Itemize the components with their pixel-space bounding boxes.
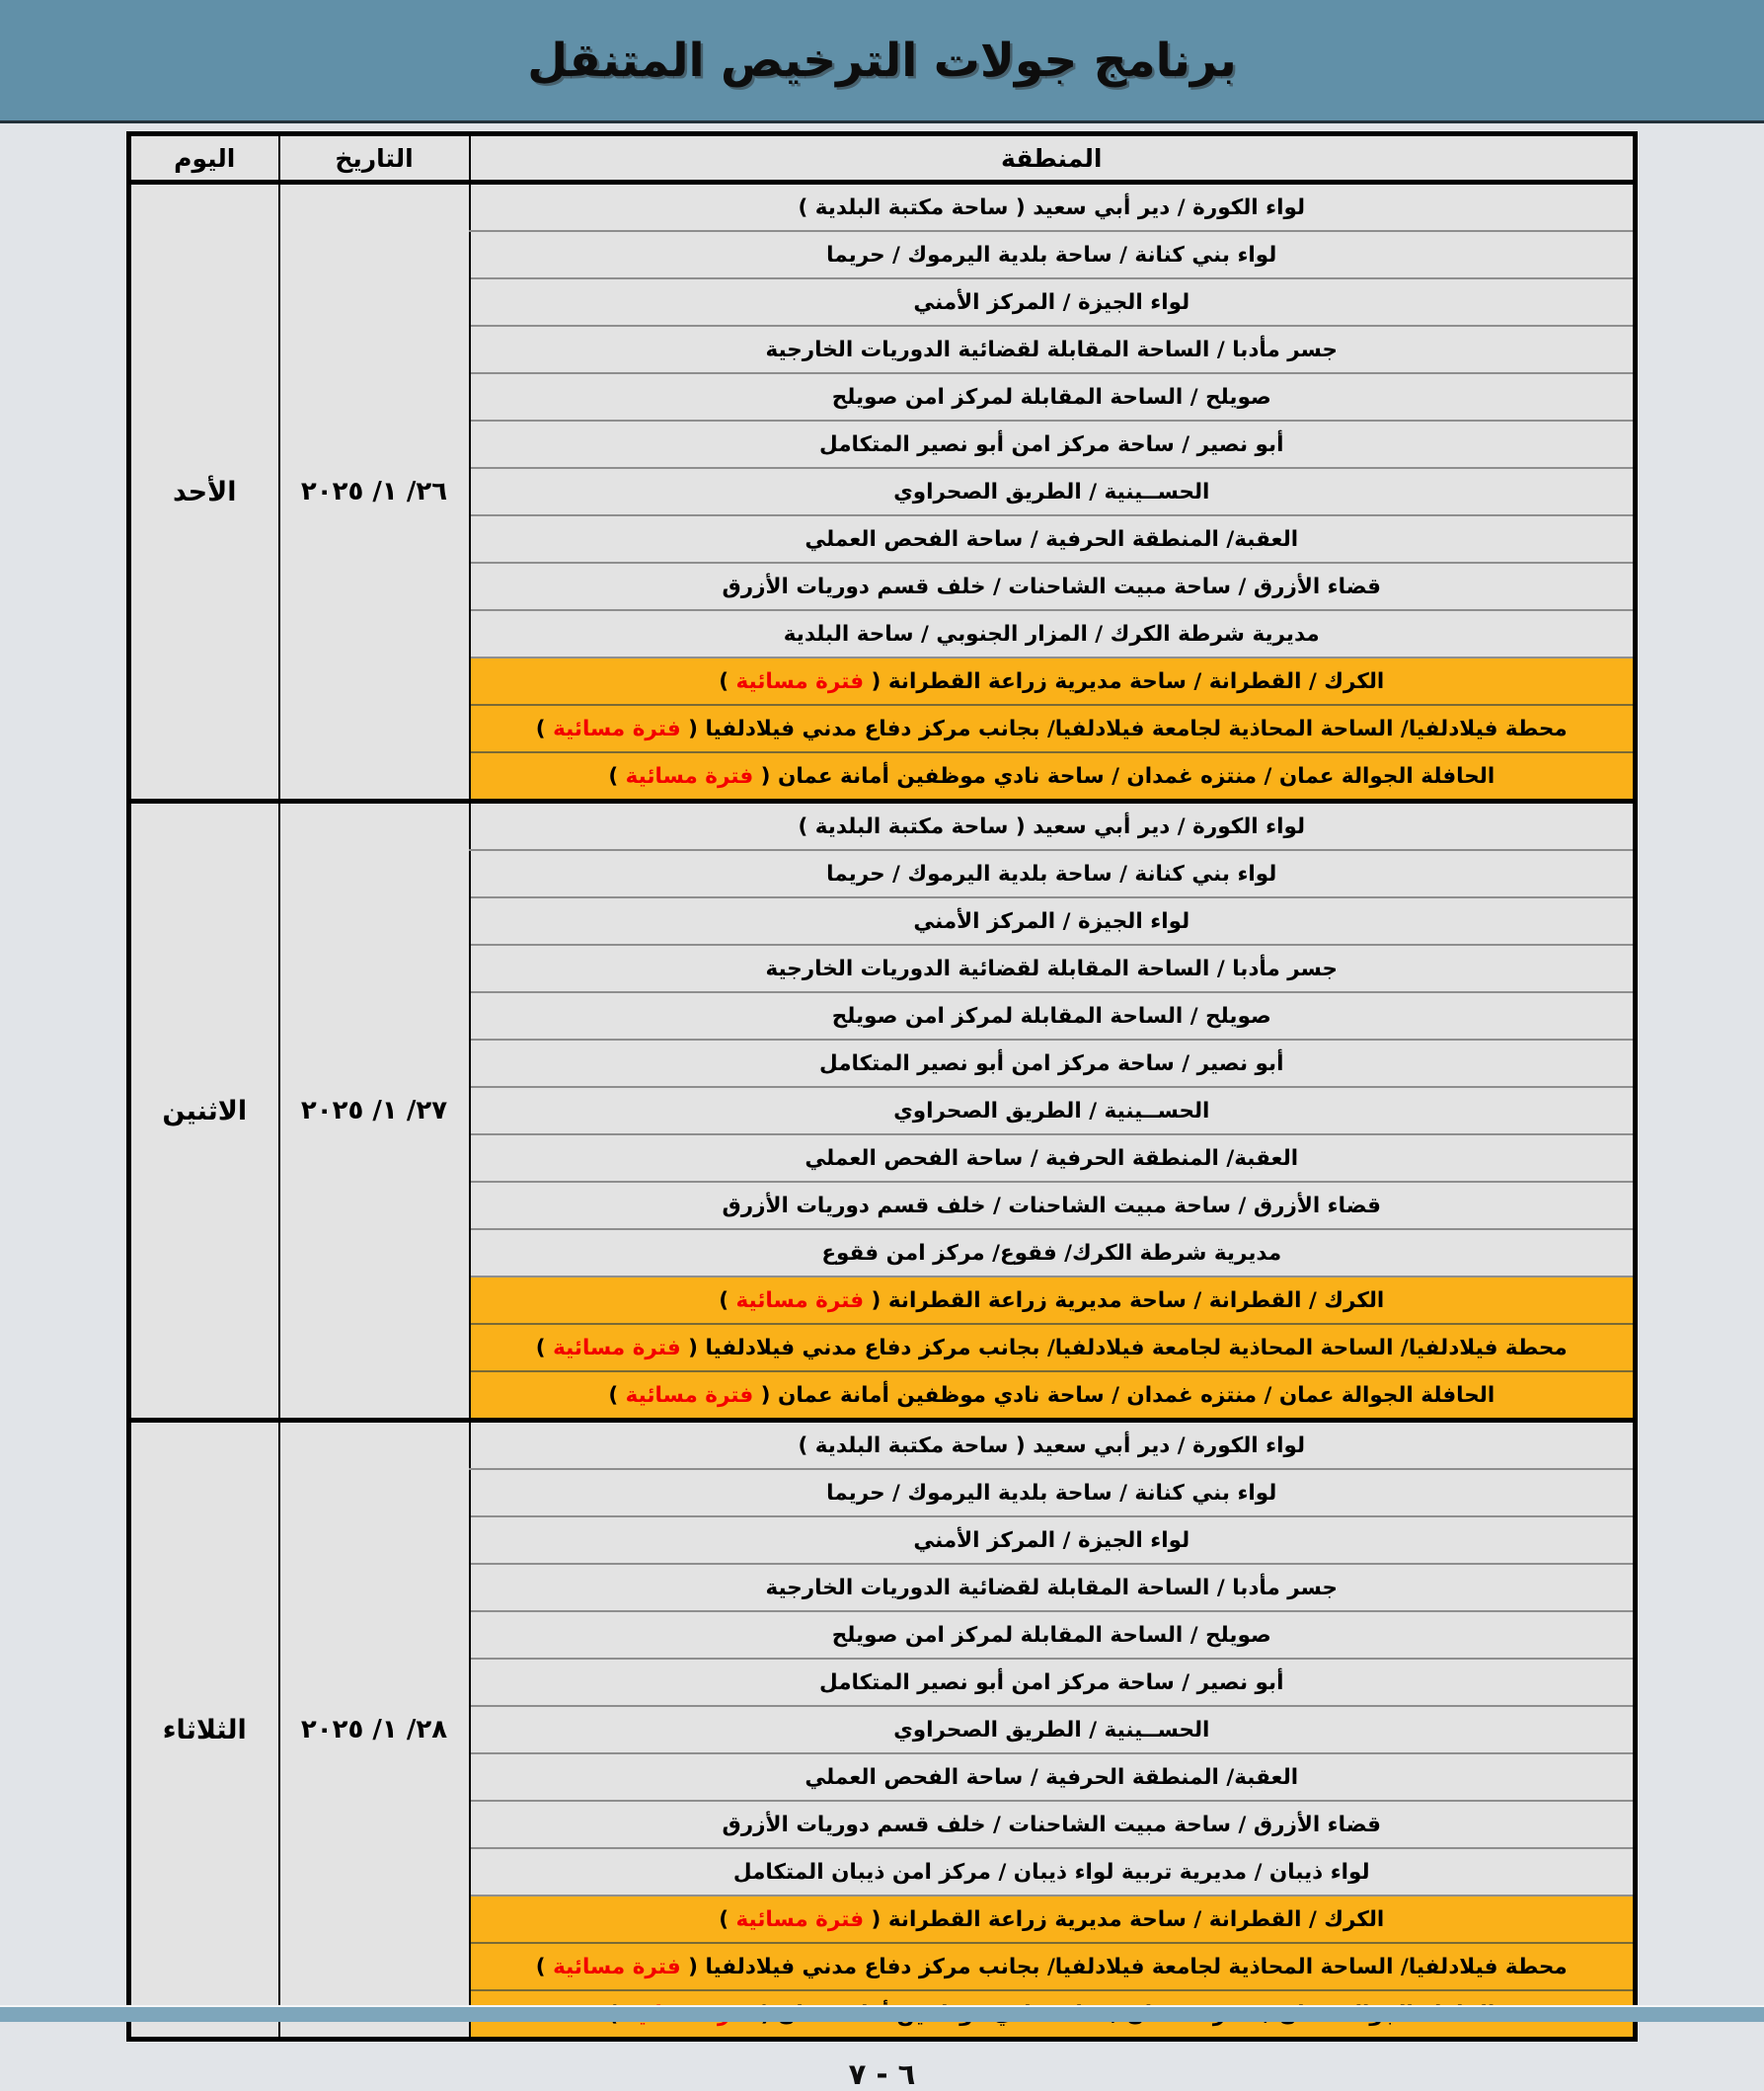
region-text: العقبة/ المنطقة الحرفية / ساحة الفحص العملي [805,1145,1299,1171]
date-cell: ٢٦/ ١/ ٢٠٢٥ [279,183,470,802]
date-cell: ٢٧/ ١/ ٢٠٢٥ [279,802,470,1421]
region-cell [470,992,1636,1040]
title-band [0,0,1764,123]
region-text: محطة فيلادلفيا/ الساحة المحاذية لجامعة فيلادلفيا/ بجانب مركز دفاع مدني فيلادلفيا [697,1335,1568,1360]
evening-period-label: فترة مسائية [735,1287,865,1313]
region-cell [470,326,1636,373]
column-header-day: اليوم [129,134,279,183]
bottom-strip [0,2005,1764,2022]
table-row [129,183,1636,232]
schedule-table-wrapper [126,131,1638,2042]
evening-period-label: فترة مسائية [553,1335,681,1360]
day-cell: الاثنين [129,802,279,1421]
table-row [129,802,1636,851]
region-cell [470,515,1636,563]
region-text: الحســينية / الطريق الصحراوي [893,479,1210,504]
evening-period-label: فترة مسائية [625,763,754,789]
region-text: العقبة/ المنطقة الحرفية / ساحة الفحص العملي [805,526,1299,552]
region-cell [470,945,1636,992]
region-cell [470,897,1636,945]
region-text: أبو نصير / ساحة مركز امن أبو نصير المتكامل [819,431,1284,457]
region-cell [470,373,1636,421]
region-text: لواء الجيزة / المركز الأمني [913,1527,1190,1553]
region-cell-evening: الحافلة الجوالة عمان / منتزه غمدان / ساحة نادي موظفين أمانة عمان ( فترة مسائية ) [470,1371,1636,1421]
region-text: جسر مأدبا / الساحة المقابلة لقضائية الدوريات الخارجية [765,956,1339,981]
region-cell [470,1516,1636,1564]
header-row [129,134,1636,183]
region-text: محطة فيلادلفيا/ الساحة المحاذية لجامعة فيلادلفيا/ بجانب مركز دفاع مدني فيلادلفيا [697,716,1568,741]
region-cell-evening: محطة فيلادلفيا/ الساحة المحاذية لجامعة فيلادلفيا/ بجانب مركز دفاع مدني فيلادلفيا ( فترة مسائية ) [470,705,1636,752]
region-cell [470,610,1636,658]
region-cell [470,183,1636,232]
column-header-date: التاريخ [279,134,470,183]
region-cell [470,1469,1636,1516]
region-text: لواء بني كنانة / ساحة بلدية اليرموك / حريما [826,1480,1277,1506]
region-text: صويلح / الساحة المقابلة لمركز امن صويلح [831,1003,1271,1029]
region-text: لواء الكورة / دير أبي سعيد ( ساحة مكتبة البلدية ) [798,1433,1306,1458]
region-text: لواء الكورة / دير أبي سعيد ( ساحة مكتبة البلدية ) [798,194,1306,220]
table-row [129,1421,1636,1470]
region-cell [470,850,1636,897]
region-cell [470,563,1636,610]
region-cell [470,421,1636,468]
region-text: لواء الكورة / دير أبي سعيد ( ساحة مكتبة البلدية ) [798,813,1306,839]
region-cell-evening: محطة فيلادلفيا/ الساحة المحاذية لجامعة فيلادلفيا/ بجانب مركز دفاع مدني فيلادلفيا ( فترة مسائية ) [470,1324,1636,1371]
region-cell [470,1753,1636,1801]
region-text: لواء الجيزة / المركز الأمني [913,289,1190,315]
region-cell-evening: الكرك / القطرانة / ساحة مديرية زراعة القطرانة ( فترة مسائية ) [470,658,1636,705]
region-text: أبو نصير / ساحة مركز امن أبو نصير المتكامل [819,1669,1284,1695]
region-cell [470,1659,1636,1706]
region-cell [470,468,1636,515]
region-text: محطة فيلادلفيا/ الساحة المحاذية لجامعة فيلادلفيا/ بجانب مركز دفاع مدني فيلادلفيا [697,1954,1568,1979]
evening-period-label: فترة مسائية [553,716,681,741]
region-text: قضاء الأزرق / ساحة مبيت الشاحنات / خلف قسم دوريات الأزرق [722,1812,1382,1837]
region-text: جسر مأدبا / الساحة المقابلة لقضائية الدوريات الخارجية [765,1575,1339,1600]
region-text: الحســينية / الطريق الصحراوي [893,1717,1210,1742]
schedule-table [126,131,1638,2042]
region-text: الكرك / القطرانة / ساحة مديرية زراعة القطرانة [887,668,1385,694]
region-text: لواء بني كنانة / ساحة بلدية اليرموك / حريما [826,861,1277,887]
day-cell: الثلاثاء [129,1421,279,2040]
region-text: الحافلة الجوالة عمان / منتزه غمدان / ساحة نادي موظفين أمانة عمان [777,1382,1496,1408]
region-text: جسر مأدبا / الساحة المقابلة لقضائية الدوريات الخارجية [765,337,1339,362]
region-text: صويلح / الساحة المقابلة لمركز امن صويلح [831,1622,1271,1648]
region-text: لواء الجيزة / المركز الأمني [913,908,1190,934]
page-title: برنامج جولات الترخيص المتنقل [527,33,1237,88]
region-cell [470,1848,1636,1896]
region-cell-evening: الكرك / القطرانة / ساحة مديرية زراعة القطرانة ( فترة مسائية ) [470,1896,1636,1943]
region-cell [470,1706,1636,1753]
region-cell [470,231,1636,278]
date-cell: ٢٨/ ١/ ٢٠٢٥ [279,1421,470,2040]
region-cell [470,1134,1636,1182]
region-text: قضاء الأزرق / ساحة مبيت الشاحنات / خلف قسم دوريات الأزرق [722,1193,1382,1218]
evening-period-label: فترة مسائية [625,1382,754,1408]
region-cell [470,802,1636,851]
page-number: ٦ - ٧ [848,2057,916,2091]
region-text: الحســينية / الطريق الصحراوي [893,1098,1210,1123]
evening-period-label: فترة مسائية [735,1906,865,1932]
evening-period-label: فترة مسائية [735,668,865,694]
region-cell [470,1611,1636,1659]
region-cell [470,1087,1636,1134]
region-text: مديرية شرطة الكرك/ فقوع/ مركز امن فقوع [821,1240,1282,1266]
region-cell-evening: الحافلة الجوالة عمان / منتزه غمدان / ساحة نادي موظفين أمانة عمان ( فترة مسائية ) [470,752,1636,802]
region-cell [470,1801,1636,1848]
region-cell [470,1229,1636,1277]
day-cell: الأحد [129,183,279,802]
column-header-region: المنطقة [470,134,1636,183]
region-cell [470,1564,1636,1611]
region-text: مديرية شرطة الكرك / المزار الجنوبي / ساحة البلدية [783,621,1320,647]
region-cell-evening: الكرك / القطرانة / ساحة مديرية زراعة القطرانة ( فترة مسائية ) [470,1277,1636,1324]
region-cell [470,1040,1636,1087]
region-text: أبو نصير / ساحة مركز امن أبو نصير المتكامل [819,1050,1284,1076]
region-text: العقبة/ المنطقة الحرفية / ساحة الفحص العملي [805,1764,1299,1790]
region-text: لواء بني كنانة / ساحة بلدية اليرموك / حريما [826,242,1277,268]
region-text: قضاء الأزرق / ساحة مبيت الشاحنات / خلف قسم دوريات الأزرق [722,574,1382,599]
evening-period-label: فترة مسائية [553,1954,681,1979]
region-cell [470,278,1636,326]
region-cell [470,1421,1636,1470]
region-cell-evening: محطة فيلادلفيا/ الساحة المحاذية لجامعة فيلادلفيا/ بجانب مركز دفاع مدني فيلادلفيا ( فترة مسائية ) [470,1943,1636,1990]
region-text: صويلح / الساحة المقابلة لمركز امن صويلح [831,384,1271,410]
region-text: الحافلة الجوالة عمان / منتزه غمدان / ساحة نادي موظفين أمانة عمان [777,763,1496,789]
region-text: الكرك / القطرانة / ساحة مديرية زراعة القطرانة [887,1906,1385,1932]
region-text: الكرك / القطرانة / ساحة مديرية زراعة القطرانة [887,1287,1385,1313]
region-text: لواء ذيبان / مديرية تربية لواء ذيبان / مركز امن ذيبان المتكامل [732,1859,1370,1885]
region-cell [470,1182,1636,1229]
